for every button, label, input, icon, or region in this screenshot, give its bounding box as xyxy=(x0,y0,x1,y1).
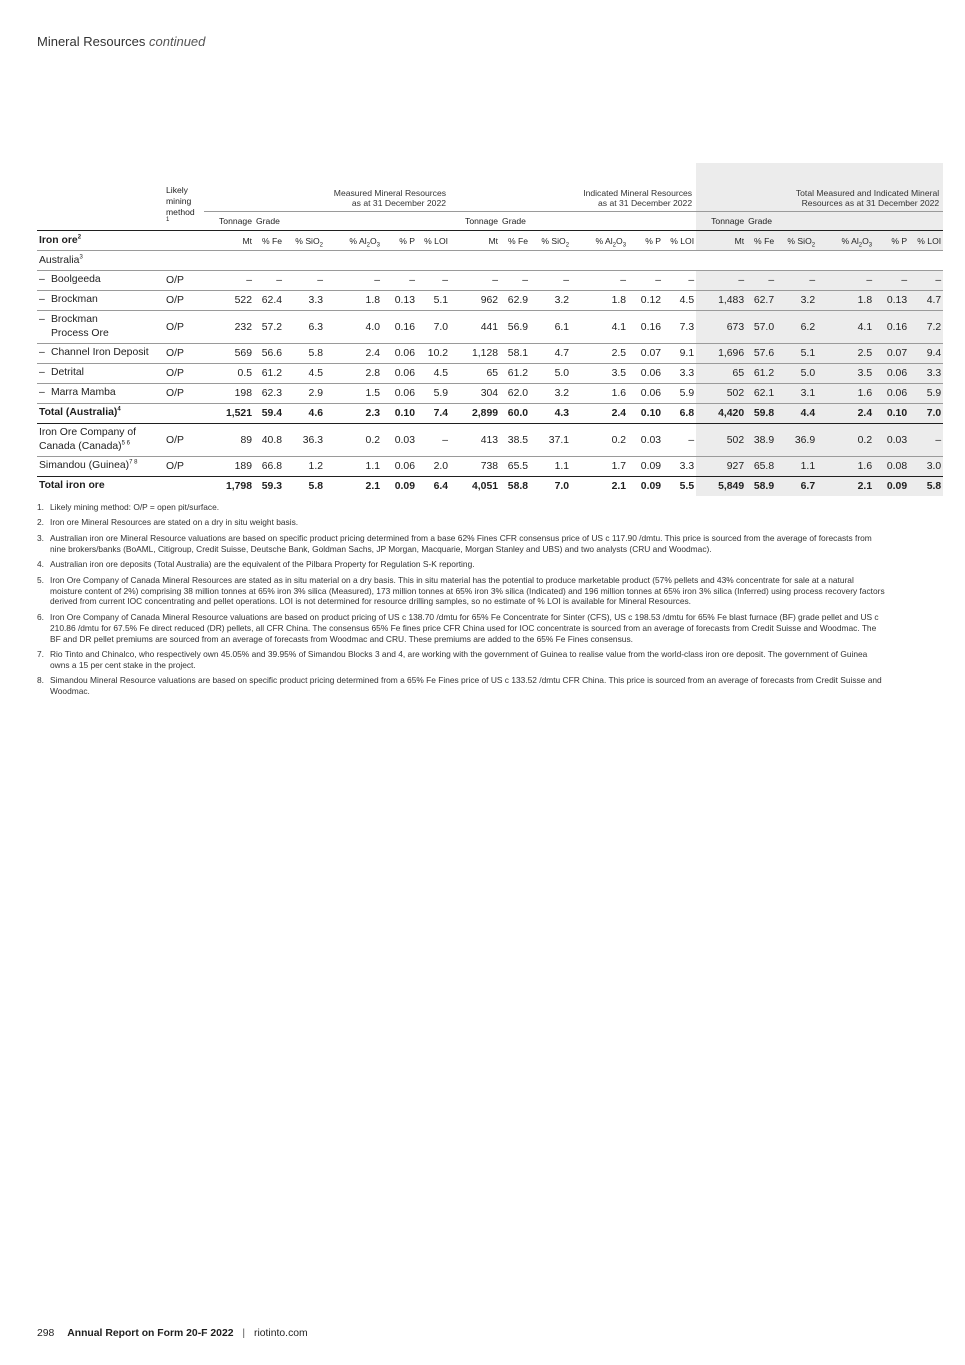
total-mt-cell: 502 xyxy=(696,424,746,457)
measured-fe-cell: 59.4 xyxy=(254,404,284,424)
total-sio2-cell: 4.4 xyxy=(776,404,817,424)
table-row xyxy=(37,291,943,311)
measured-al2o3-cell: 2.1 xyxy=(365,481,380,492)
mining-label-line-3: method $^1$ xyxy=(166,206,195,224)
indicated-mt-cell: 413 xyxy=(450,424,500,457)
measured-sio2-cell: 4.6 xyxy=(284,404,325,424)
measured-loi-cell: 7.4 xyxy=(417,404,450,424)
total-loi-cell: 3.0 xyxy=(909,457,943,477)
measured-al2o3-cell: 0.2 xyxy=(325,424,382,457)
total-australia-label: Total (Australia)$^4$ xyxy=(37,404,164,424)
footnote-text: Iron Ore Company of Canada Mineral Resources are stated as in situ material on a dry basis. This in situ material has the potential to produce marketable product (57% pellets and 43% concentrate for sale at a natural moisture content of 2%) comprising 38 million tonnes at 65% iron 3% silica (Measured), 173 million tonnes at 65% iron 3% silica (Indicated) and 196 million tonnes at 65% iron 3% silica (Inferred) using process recovery factors derived from current IOC concentrating and pellet operations. LOI is not determined for resource drilling samples, so no estimate of % LOI is available for Mineral Resources. xyxy=(50,574,885,607)
total-fe-cell: 58.9 xyxy=(746,477,776,497)
total-loi-cell: – xyxy=(909,271,943,291)
measured-p-cell: 0.03 xyxy=(382,424,417,457)
total-sio2-cell: 6.2 xyxy=(776,311,817,344)
footnote-3 xyxy=(37,533,885,555)
indicated-loi-cell: 7.3 xyxy=(663,311,696,344)
table-row xyxy=(37,311,943,344)
footnote-number: 3. xyxy=(37,532,44,543)
indicated-loi-cell: 3.3 xyxy=(663,364,696,384)
measured-fe-unit: % Fe xyxy=(254,231,284,251)
mining-method-header xyxy=(164,163,204,231)
indicated-al2o3-cell: 0.2 xyxy=(571,424,628,457)
indicated-tonnage-header: Tonnage xyxy=(450,212,500,231)
measured-p-cell: 0.16 xyxy=(382,311,417,344)
measured-mt-cell: 1,521 xyxy=(204,404,254,424)
footnote-text: Likely mining method: O/P = open pit/surface. xyxy=(50,502,220,512)
measured-sio2-cell: 36.3 xyxy=(284,424,325,457)
indicated-al2o3-cell: 2.1 xyxy=(611,481,627,492)
units-header-row xyxy=(37,231,943,251)
footnote-number: 6. xyxy=(37,611,44,622)
iron-ore-label: Iron ore$^2$ xyxy=(37,231,164,251)
table-row xyxy=(37,364,943,384)
indicated-mt-cell: 441 xyxy=(450,311,500,344)
measured-fe-cell: 62.3 xyxy=(254,384,284,404)
footnote-number: 5. xyxy=(37,574,44,585)
footer-divider: | xyxy=(242,1328,246,1339)
total-al2o3-cell: 1.6 xyxy=(817,384,874,404)
total-mt-cell: – xyxy=(696,271,746,291)
indicated-grade-header: Grade xyxy=(500,212,696,231)
indicated-al2o3-cell: 1.8 xyxy=(571,291,628,311)
deposit-label: – Brockman xyxy=(37,291,164,311)
deposit-label: – Detrital xyxy=(37,364,164,384)
total-fe-cell: 65.8 xyxy=(746,457,776,477)
footnote-text: Simandou Mineral Resource valuations are based on specific product pricing determined from a 65% Fe Fines price of US c 133.52 /dmtu CFR China. This price is sourced from an average of forecasts from Credit Suisse and Woodmac. xyxy=(50,675,882,697)
measured-loi-cell: 2.0 xyxy=(417,457,450,477)
report-title: Annual Report on Form 20-F 2022 xyxy=(67,1328,234,1339)
indicated-sio2-cell: 5.0 xyxy=(530,364,571,384)
measured-mt-cell: 198 xyxy=(204,384,254,404)
total-p-cell: – xyxy=(874,271,909,291)
deposit-label: – Brockman Process Ore xyxy=(37,311,164,344)
measured-loi-cell: 7.0 xyxy=(417,311,450,344)
measured-al2o3-cell: 1.5 xyxy=(325,384,382,404)
measured-mt-cell: 189 xyxy=(204,457,254,477)
indicated-p-cell: 0.03 xyxy=(628,424,663,457)
indicated-fe-unit: % Fe xyxy=(500,231,530,251)
indicated-fe-cell: 58.1 xyxy=(500,344,530,364)
indicated-al2o3-cell: – xyxy=(571,271,628,291)
total-loi-cell: – xyxy=(909,424,943,457)
measured-p-unit: % P xyxy=(382,231,417,251)
total-sio2-cell: 6.7 xyxy=(776,477,817,497)
total-mt-cell: 5,849 xyxy=(696,477,746,497)
total-loi-cell: 3.3 xyxy=(909,364,943,384)
measured-p-cell: 0.13 xyxy=(382,291,417,311)
measured-p-cell: – xyxy=(382,271,417,291)
total-sio2-cell: – xyxy=(776,271,817,291)
section-title-main: Mineral Resources xyxy=(37,34,146,49)
footnote-2 xyxy=(37,517,885,528)
indicated-al2o3-cell: 3.5 xyxy=(571,364,628,384)
australia-label: Australia$^3$ xyxy=(37,251,164,271)
measured-fe-cell: 40.8 xyxy=(254,424,284,457)
measured-sio2-cell: 6.3 xyxy=(284,311,325,344)
measured-mt-cell: 522 xyxy=(204,291,254,311)
section-title-suffix: continued xyxy=(149,34,206,49)
measured-p-cell: 0.10 xyxy=(382,404,417,424)
total-fe-cell: – xyxy=(746,271,776,291)
indicated-sio2-cell: 4.3 xyxy=(530,404,571,424)
footnote-number: 2. xyxy=(37,517,44,528)
website: riotinto.com xyxy=(254,1328,308,1339)
footnote-text: Iron Ore Company of Canada Mineral Resource valuations are based on product pricing of US c 138.70 /dmtu for 65% Fe Concentrate for Sinter (CFS), US c 198.53 /dmtu for 65% Fe blast furnace (BF) grade pellet and US c 210.86 /dmtu for 67.5% Fe direct reduced (DR) pellets, all CFR China. The consensus 65% Fe fines price CFR China used for IOC concentrate is sourced from an average of forecasts from Credit Suisse and Woodmac. The BF and DR pellet premiums are sourced from an average of forecasts from Woodmac and CRU. These premiums are added to the 65% Fe Fines consensus. xyxy=(50,611,879,644)
indicated-p-cell: 0.16 xyxy=(628,311,663,344)
total-loi-unit: % LOI xyxy=(909,231,943,251)
indicated-al2o3-unit: % $Al_2O_3$ xyxy=(571,231,628,251)
measured-al2o3-cell: – xyxy=(325,271,382,291)
measured-al2o3-cell: 2.8 xyxy=(325,364,382,384)
total-p-cell: 0.06 xyxy=(874,384,909,404)
measured-loi-cell: 10.2 xyxy=(417,344,450,364)
indicated-sio2-cell: 37.1 xyxy=(530,424,571,457)
indicated-mt-cell: – xyxy=(450,271,500,291)
mining-method-cell: O/P xyxy=(164,384,204,404)
indicated-p-unit: % P xyxy=(628,231,663,251)
total-p-cell: 0.10 xyxy=(874,404,909,424)
measured-al2o3-unit: % $Al_2O_3$ xyxy=(325,231,382,251)
total-fe-cell: 38.9 xyxy=(746,424,776,457)
indicated-sio2-cell: 3.2 xyxy=(530,291,571,311)
measured-p-cell: 0.06 xyxy=(382,344,417,364)
measured-loi-cell: 4.5 xyxy=(417,364,450,384)
indicated-p-cell: 0.10 xyxy=(628,404,663,424)
indicated-p-cell: 0.07 xyxy=(628,344,663,364)
measured-group-title: Measured Mineral Resources as at 31 December 2022 xyxy=(333,187,447,209)
measured-mt-unit: Mt xyxy=(204,231,254,251)
total-al2o3-cell: 2.4 xyxy=(817,404,874,424)
measured-sio2-cell: 2.9 xyxy=(284,384,325,404)
deposit-label: – Marra Mamba xyxy=(37,384,164,404)
total-p-cell: 0.16 xyxy=(874,311,909,344)
indicated-p-cell: 0.06 xyxy=(628,364,663,384)
footnote-7 xyxy=(37,649,885,671)
total-al2o3-cell: 1.8 xyxy=(817,291,874,311)
indicated-loi-cell: 4.5 xyxy=(663,291,696,311)
indicated-loi-cell: – xyxy=(663,271,696,291)
measured-sio2-cell: 5.8 xyxy=(308,481,323,492)
total-sio2-cell: 1.1 xyxy=(776,457,817,477)
group-header-row xyxy=(37,163,943,212)
indicated-sio2-cell: 4.7 xyxy=(530,344,571,364)
mining-method-cell: O/P xyxy=(164,344,204,364)
footnote-4 xyxy=(37,559,885,570)
indicated-p-cell: 0.06 xyxy=(628,384,663,404)
footnote-text: Australian iron ore Mineral Resource valuations are based on specific product pricing determined from a base 62% Fines CFR consensus price of US c 117.90 /dmtu. This price is sourced from the average of forecasts from nine brokers/banks (BoAML, Citigroup, Credit Suisse, Deutsche Bank, Goldman Sachs, JP Morgan, Macquarie, Morgan Stanley and UBS) and two analysts (CRU and Woodmac). xyxy=(50,532,872,554)
total-p-cell: 0.09 xyxy=(874,477,909,497)
indicated-mt-cell: 4,051 xyxy=(472,481,499,492)
blank-cell xyxy=(37,212,164,231)
indicated-loi-cell: – xyxy=(663,424,696,457)
indicated-al2o3-cell: 2.4 xyxy=(571,404,628,424)
mining-method-cell: O/P xyxy=(164,424,204,457)
deposit-label: – Boolgeeda xyxy=(37,271,164,291)
mining-method-cell xyxy=(164,477,204,497)
indicated-mt-cell: 962 xyxy=(450,291,500,311)
mining-method-cell: O/P xyxy=(164,271,204,291)
total-fe-cell: 61.2 xyxy=(746,364,776,384)
measured-fe-cell: 61.2 xyxy=(254,364,284,384)
measured-loi-unit: % LOI xyxy=(417,231,450,251)
measured-mt-cell: – xyxy=(204,271,254,291)
indicated-loi-unit: % LOI xyxy=(663,231,696,251)
total-al2o3-cell: 0.2 xyxy=(817,424,874,457)
mining-method-cell: O/P xyxy=(164,311,204,344)
page-number: 298 xyxy=(37,1328,55,1339)
table-row xyxy=(37,344,943,364)
indicated-al2o3-cell: 2.5 xyxy=(571,344,628,364)
total-iron-row xyxy=(37,477,943,497)
measured-loi-cell: 5.1 xyxy=(417,291,450,311)
total-group-title: Total Measured and Indicated Mineral Resources as at 31 December 2022 xyxy=(696,163,943,212)
footnote-text: Iron ore Mineral Resources are stated on a dry in situ weight basis. xyxy=(50,517,299,528)
total-sio2-unit: % SiO$_2$ xyxy=(776,231,817,251)
mining-method-cell: O/P xyxy=(164,291,204,311)
measured-mt-cell: 232 xyxy=(204,311,254,344)
footnote-1 xyxy=(37,502,885,513)
indicated-loi-cell: 6.8 xyxy=(663,404,696,424)
footnote-number: 8. xyxy=(37,675,44,686)
indicated-fe-cell: 62.9 xyxy=(500,291,530,311)
page-footer xyxy=(37,1328,308,1339)
table-row xyxy=(37,271,943,291)
total-sio2-cell: 3.2 xyxy=(776,291,817,311)
total-p-cell: 0.07 xyxy=(874,344,909,364)
footnote-number: 1. xyxy=(37,502,44,512)
measured-sio2-cell: 3.3 xyxy=(284,291,325,311)
total-mt-cell: 1,696 xyxy=(696,344,746,364)
deposit-label: – Channel Iron Deposit xyxy=(37,344,164,364)
total-mt-cell: 65 xyxy=(696,364,746,384)
footnote-text: Australian iron ore deposits (Total Australia) are the equivalent of the Pilbara Property for Regulation S-K reporting. xyxy=(50,559,475,570)
total-p-cell: 0.13 xyxy=(874,291,909,311)
footnote-8 xyxy=(37,675,885,697)
canada-label: Iron Ore Company of Canada (Canada)$^{5 6}$ xyxy=(37,424,164,457)
total-al2o3-cell: – xyxy=(817,271,874,291)
total-loi-cell: 5.8 xyxy=(909,477,943,497)
indicated-fe-cell: 60.0 xyxy=(500,404,530,424)
total-al2o3-cell: 2.1 xyxy=(817,477,874,497)
measured-sio2-cell: 5.8 xyxy=(284,344,325,364)
total-mt-cell: 927 xyxy=(696,457,746,477)
mining-method-cell: O/P xyxy=(164,457,204,477)
measured-fe-cell: 57.2 xyxy=(254,311,284,344)
measured-loi-cell: 5.9 xyxy=(417,384,450,404)
total-australia-row xyxy=(37,404,943,424)
measured-al2o3-cell: 2.4 xyxy=(325,344,382,364)
measured-mt-cell: 1,798 xyxy=(225,481,252,492)
indicated-sio2-cell: 6.1 xyxy=(530,311,571,344)
total-loi-cell: 4.7 xyxy=(909,291,943,311)
simandou-row xyxy=(37,457,943,477)
footnotes xyxy=(37,502,885,702)
measured-al2o3-cell: 1.8 xyxy=(325,291,382,311)
australia-row xyxy=(37,251,943,271)
total-al2o3-cell: 3.5 xyxy=(817,364,874,384)
measured-al2o3-cell: 2.3 xyxy=(325,404,382,424)
total-iron-label: Total iron ore xyxy=(39,480,105,492)
total-mt-unit: Mt xyxy=(696,231,746,251)
total-grade-header: Grade xyxy=(746,212,943,231)
total-sio2-cell: 5.0 xyxy=(776,364,817,384)
indicated-mt-unit: Mt xyxy=(450,231,500,251)
measured-tonnage-header: Tonnage xyxy=(204,212,254,231)
total-sio2-cell: 3.1 xyxy=(776,384,817,404)
measured-fe-cell: 62.4 xyxy=(254,291,284,311)
indicated-fe-cell: 62.0 xyxy=(500,384,530,404)
total-sio2-cell: 36.9 xyxy=(776,424,817,457)
measured-loi-cell: – xyxy=(417,271,450,291)
canada-row xyxy=(37,424,943,457)
indicated-mt-cell: 65 xyxy=(450,364,500,384)
measured-mt-cell: 89 xyxy=(204,424,254,457)
total-sio2-cell: 5.1 xyxy=(776,344,817,364)
indicated-mt-cell: 1,128 xyxy=(450,344,500,364)
total-mt-cell: 502 xyxy=(696,384,746,404)
indicated-group-title: Indicated Mineral Resources as at 31 December 2022 xyxy=(583,187,693,209)
indicated-p-cell: 0.09 xyxy=(628,457,663,477)
total-fe-cell: 62.1 xyxy=(746,384,776,404)
measured-mt-cell: 0.5 xyxy=(204,364,254,384)
measured-al2o3-cell: 4.0 xyxy=(325,311,382,344)
mining-label-line-1: Likely xyxy=(166,185,188,196)
mining-method-cell xyxy=(164,404,204,424)
mining-method-cell: O/P xyxy=(164,364,204,384)
total-fe-cell: 59.8 xyxy=(746,404,776,424)
mining-label-line-2: mining xyxy=(166,195,192,206)
measured-sio2-unit: % SiO$_2$ xyxy=(284,231,325,251)
total-mt-cell: 4,420 xyxy=(696,404,746,424)
footnote-6 xyxy=(37,612,885,645)
total-al2o3-cell: 1.6 xyxy=(817,457,874,477)
indicated-loi-cell: 3.3 xyxy=(663,457,696,477)
measured-p-cell: 0.06 xyxy=(382,364,417,384)
total-p-unit: % P xyxy=(874,231,909,251)
indicated-al2o3-cell: 1.6 xyxy=(571,384,628,404)
indicated-al2o3-cell: 1.7 xyxy=(571,457,628,477)
measured-loi-cell: – xyxy=(417,424,450,457)
measured-al2o3-cell: 1.1 xyxy=(325,457,382,477)
indicated-fe-cell: – xyxy=(500,271,530,291)
total-p-cell: 0.08 xyxy=(874,457,909,477)
measured-loi-cell: 6.4 xyxy=(433,481,449,492)
measured-p-cell: 0.09 xyxy=(394,481,415,492)
indicated-sio2-unit: % SiO$_2$ xyxy=(530,231,571,251)
footnote-number: 7. xyxy=(37,649,44,660)
total-loi-cell: 7.0 xyxy=(909,404,943,424)
footnote-number: 4. xyxy=(37,559,44,570)
indicated-sio2-cell: 7.0 xyxy=(554,481,570,492)
indicated-al2o3-cell: 4.1 xyxy=(571,311,628,344)
measured-p-cell: 0.06 xyxy=(382,457,417,477)
blank-cell xyxy=(164,231,204,251)
total-p-cell: 0.06 xyxy=(874,364,909,384)
indicated-sio2-cell: 1.1 xyxy=(530,457,571,477)
measured-grade-header: Grade xyxy=(254,212,450,231)
measured-p-cell: 0.06 xyxy=(382,384,417,404)
blank-cell xyxy=(164,251,943,271)
measured-mt-cell: 569 xyxy=(204,344,254,364)
indicated-p-cell: 0.12 xyxy=(628,291,663,311)
total-al2o3-cell: 4.1 xyxy=(817,311,874,344)
footnote-text: Rio Tinto and Chinalco, who respectively own 45.05% and 39.95% of Simandou Blocks 3 and 4, are working with the government of Guinea to realise value from the world-class iron ore deposit. The government of Guinea owns a 15 per cent stake in the project. xyxy=(50,649,868,671)
total-p-cell: 0.03 xyxy=(874,424,909,457)
measured-fe-cell: 59.3 xyxy=(261,481,282,492)
footnote-5 xyxy=(37,575,885,608)
indicated-loi-cell: 9.1 xyxy=(663,344,696,364)
total-loi-cell: 5.9 xyxy=(909,384,943,404)
total-mt-cell: 1,483 xyxy=(696,291,746,311)
measured-sio2-cell: 4.5 xyxy=(284,364,325,384)
total-mt-cell: 673 xyxy=(696,311,746,344)
total-tonnage-header: Tonnage xyxy=(696,212,746,231)
iron-ore-resources-table xyxy=(37,163,943,496)
indicated-mt-cell: 304 xyxy=(450,384,500,404)
indicated-fe-cell: 38.5 xyxy=(500,424,530,457)
section-title xyxy=(37,34,205,49)
total-al2o3-unit: % $Al_2O_3$ xyxy=(817,231,874,251)
indicated-fe-cell: 65.5 xyxy=(500,457,530,477)
indicated-mt-cell: 738 xyxy=(450,457,500,477)
total-al2o3-cell: 2.5 xyxy=(817,344,874,364)
table-row xyxy=(37,384,943,404)
indicated-fe-cell: 61.2 xyxy=(500,364,530,384)
indicated-sio2-cell: 3.2 xyxy=(530,384,571,404)
total-fe-cell: 57.0 xyxy=(746,311,776,344)
indicated-fe-cell: 58.8 xyxy=(507,481,529,492)
total-loi-cell: 9.4 xyxy=(909,344,943,364)
measured-sio2-cell: 1.2 xyxy=(284,457,325,477)
indicated-fe-cell: 56.9 xyxy=(500,311,530,344)
indicated-mt-cell: 2,899 xyxy=(450,404,500,424)
measured-fe-cell: 56.6 xyxy=(254,344,284,364)
indicated-loi-cell: 5.9 xyxy=(663,384,696,404)
total-fe-cell: 62.7 xyxy=(746,291,776,311)
total-fe-cell: 57.6 xyxy=(746,344,776,364)
simandou-label: Simandou (Guinea)$^{7 8}$ xyxy=(37,457,164,477)
total-fe-unit: % Fe xyxy=(746,231,776,251)
indicated-p-cell: 0.09 xyxy=(640,481,662,492)
blank-cell xyxy=(37,163,164,212)
iron-ore-table-wrapper xyxy=(37,163,942,496)
indicated-sio2-cell: – xyxy=(530,271,571,291)
indicated-p-cell: – xyxy=(628,271,663,291)
measured-sio2-cell: – xyxy=(284,271,325,291)
indicated-loi-cell: 5.5 xyxy=(679,481,695,492)
measured-fe-cell: 66.8 xyxy=(254,457,284,477)
total-loi-cell: 7.2 xyxy=(909,311,943,344)
measured-fe-cell: – xyxy=(254,271,284,291)
